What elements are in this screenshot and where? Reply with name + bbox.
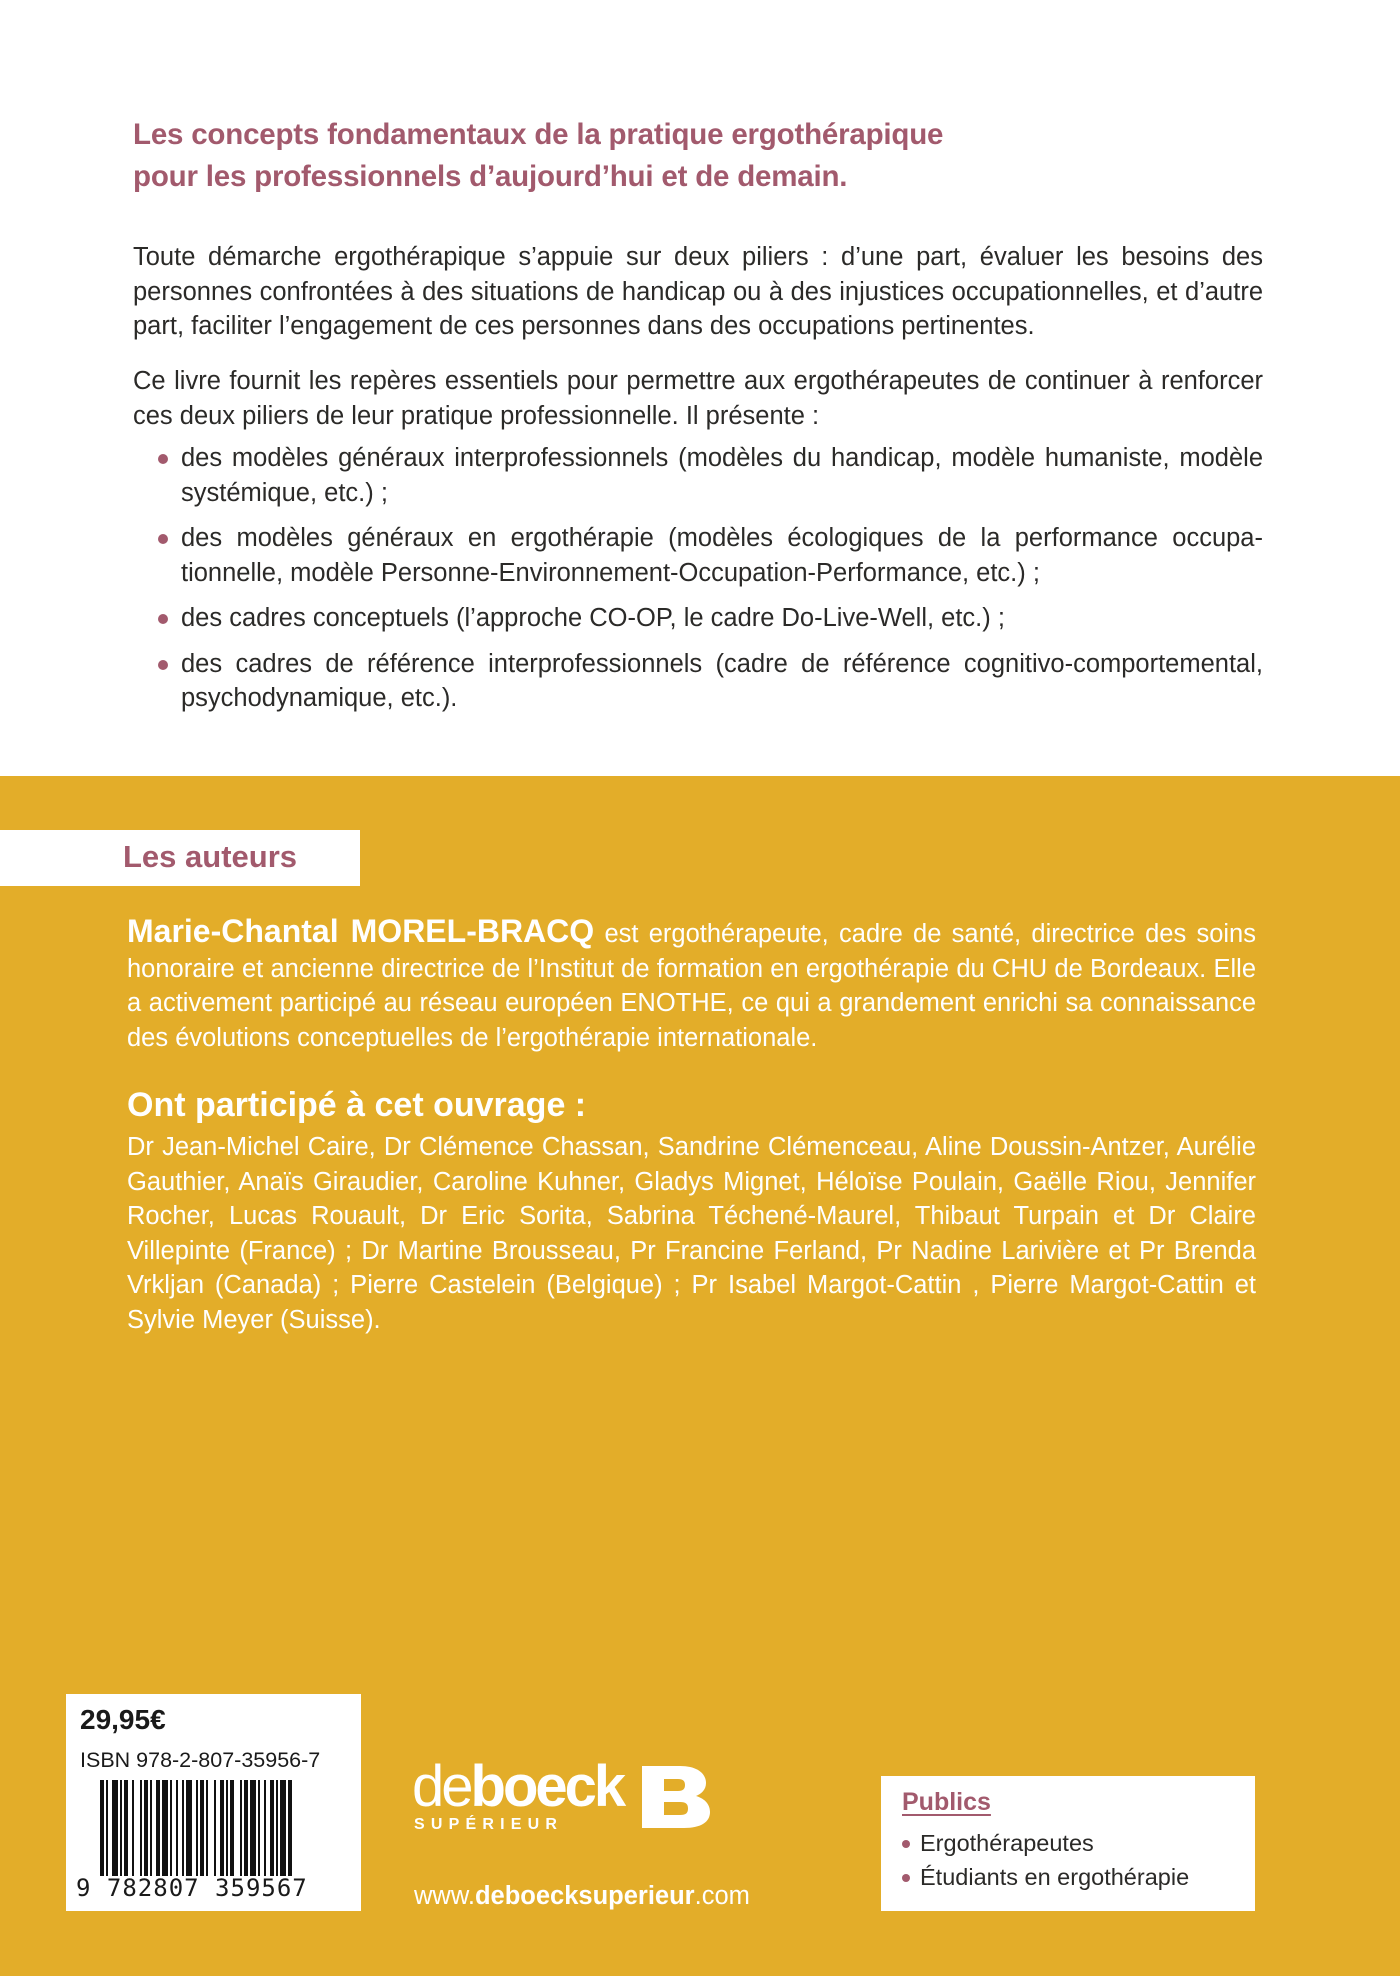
intro-paragraph-1: Toute démarche ergothérapique s’appuie sur deux piliers : d’une part, évaluer les besoins des personnes confrontées à des situations de handicap ou à des injustices occupationnelles, et d’autre part, faciliter l’engagement de ces personnes dans des occupations pertinentes. — [133, 243, 1263, 340]
authors-heading-tab — [0, 830, 360, 886]
barcode-bar — [214, 1780, 216, 1876]
publics-box — [881, 1776, 1255, 1911]
price: 29,95€ — [80, 1704, 166, 1735]
barcode-bar — [186, 1780, 192, 1876]
tagline — [133, 114, 1263, 198]
bullet-dot-icon — [902, 1874, 910, 1882]
publics-list — [902, 1826, 1189, 1894]
contributors-heading: Ont participé à cet ouvrage : — [127, 1086, 587, 1124]
barcode-bar — [144, 1780, 148, 1876]
barcode-bar — [226, 1780, 228, 1876]
barcode-bar — [244, 1780, 248, 1876]
tagline-line-2: pour les professionnels d’aujourd’hui et de demain. — [133, 160, 848, 193]
publics-heading: Publics — [902, 1788, 991, 1816]
list-item: des cadres conceptuels (l’approche CO-OP, le cadre Do-Live-Well, etc.) ; — [158, 601, 1263, 636]
content-list — [158, 441, 1263, 727]
authors-heading: Les auteurs — [123, 839, 298, 874]
author-bio — [127, 914, 1256, 1055]
barcode-digits: 9 782807 359567 — [76, 1874, 308, 1902]
barcode-bar — [196, 1780, 198, 1876]
barcode-bar — [140, 1780, 142, 1876]
barcode-bar — [120, 1780, 122, 1876]
bullet-dot-icon — [158, 534, 168, 544]
bullet-dot-icon — [902, 1840, 910, 1848]
barcode-bar — [106, 1780, 108, 1876]
barcode-bar — [112, 1780, 118, 1876]
barcode-bar — [276, 1780, 278, 1876]
barcode-bar — [200, 1780, 204, 1876]
barcode-bar — [240, 1780, 242, 1876]
bullet-dot-icon — [158, 660, 168, 670]
tagline-line-1: Les concepts fondamentaux de la pratique ergothérapique — [133, 118, 944, 151]
list-item: des cadres de référence interprofessionnels (cadre de référence cognitivo-comportemental, psychodynamique, etc.). — [158, 647, 1263, 716]
price-box — [66, 1694, 361, 1911]
barcode-bar — [220, 1780, 224, 1876]
publisher-url[interactable]: www.deboecksuperieur.com — [414, 1882, 750, 1910]
author-name: Marie-Chantal MOREL-BRACQ — [127, 913, 595, 949]
barcode-bar — [258, 1780, 260, 1876]
top-section — [0, 0, 1400, 776]
barcode-icon — [100, 1780, 345, 1876]
logo-subtitle: SUPÉRIEUR — [414, 1816, 564, 1833]
barcode-bar — [124, 1780, 128, 1876]
barcode-bar — [100, 1780, 104, 1876]
logo-b-icon — [640, 1764, 712, 1830]
barcode-bar — [132, 1780, 134, 1876]
intro-paragraph-2: Ce livre fournit les repères essentiels pour permettre aux ergothérapeutes de continuer à renforcer ces deux piliers de leur pratique professionnelle. Il présente : — [133, 367, 1263, 430]
barcode-bar — [182, 1780, 184, 1876]
barcode-bar — [162, 1780, 168, 1876]
barcode-bar — [250, 1780, 256, 1876]
contributors-list: Dr Jean-Michel Caire, Dr Clémence Chassan, Sandrine Clémenceau, Aline Doussin-Antzer, Aurélie Gauthier, Anaïs Giraudier, Caroline Kuhner, Gladys Mignet, Héloïse Poulain, Gaëlle Riou, Jennifer Rocher, Lucas Rouault, Dr Eric Sorita, Sabrina Téchené-Maurel, Thibaut Turpain et Dr Claire Villepinte (France) ; Dr Martine Brousseau, Pr Francine Ferland, Pr Nadine Larivière et Pr Brenda Vrkljan (Canada) ; Pierre Castelein (Belgique) ; Pr Isabel Margot-Cattin , Pierre Margot-Cattin et Sylvie Meyer (Suisse). — [127, 1133, 1256, 1334]
barcode-bar — [288, 1780, 292, 1876]
logo-wordmark: deboeck — [412, 1754, 624, 1819]
barcode-bar — [230, 1780, 234, 1876]
barcode-bar — [280, 1780, 286, 1876]
barcode-bar — [206, 1780, 208, 1876]
barcode-bar — [270, 1780, 274, 1876]
bullet-dot-icon — [158, 454, 168, 464]
barcode-bar — [150, 1780, 152, 1876]
list-item: des modèles généraux en ergothérapie (modèles écologiques de la performance occupationnelle, modèle Personne-Environnement-Occupation-Performance, etc.) ; — [158, 521, 1263, 590]
barcode-bar — [264, 1780, 266, 1876]
barcode-bar — [176, 1780, 178, 1876]
list-item: Ergothérapeutes — [902, 1826, 1189, 1860]
barcode-bar — [170, 1780, 172, 1876]
author-bio-text: est ergothérapeute, cadre de santé, directrice des soins honoraire et ancienne directrice de l’Institut de formation en ergothérapie du CHU de Bordeaux. Elle a activement participé au réseau européen ENOTHE, ce qui a grandement enrichi sa connaissance des évolutions conceptuelles de l’ergothérapie internationale. — [127, 920, 1256, 1052]
list-item: des modèles généraux interprofessionnels (modèles du handicap, modèle humaniste, modèle systémique, etc.) ; — [158, 441, 1263, 510]
publisher-logo — [412, 1754, 712, 1838]
isbn: ISBN 978-2-807-35956-7 — [80, 1748, 321, 1772]
barcode-bar — [156, 1780, 160, 1876]
bullet-dot-icon — [158, 614, 168, 624]
list-item: Étudiants en ergothérapie — [902, 1860, 1189, 1894]
